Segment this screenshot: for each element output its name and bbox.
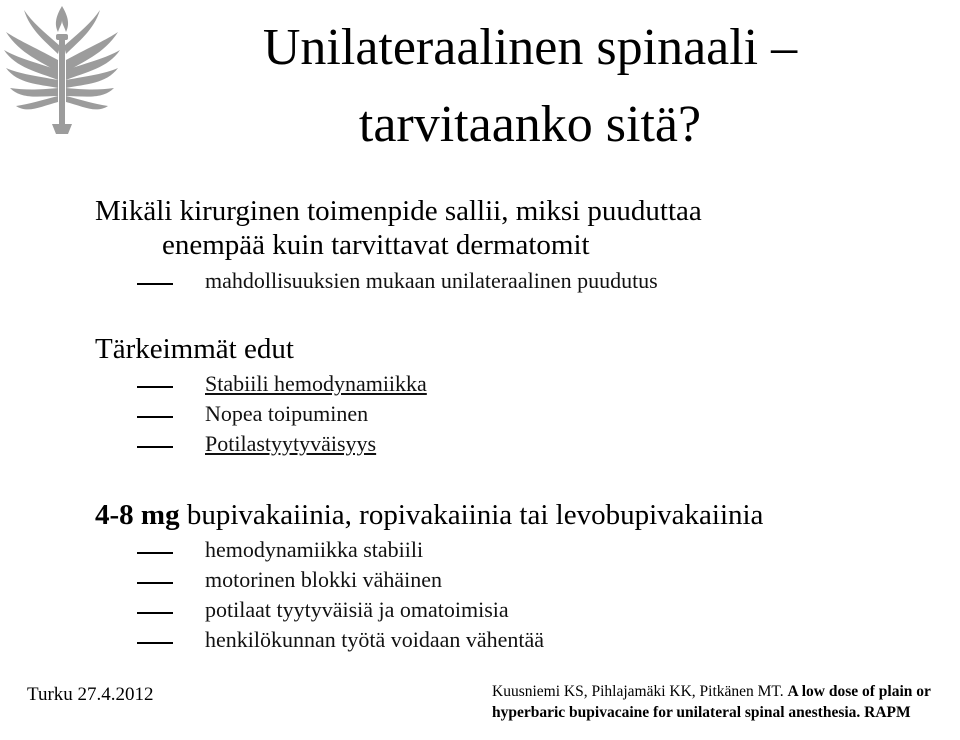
dash-bullet-icon bbox=[137, 446, 173, 448]
dash-bullet-icon bbox=[137, 612, 173, 614]
dash-bullet-icon bbox=[137, 416, 173, 418]
citation-authors: Kuusniemi KS, Pihlajamäki KK, Pitkänen MT. bbox=[492, 683, 788, 700]
section1-item-1: mahdollisuuksien mukaan unilateraalinen puudutus bbox=[205, 268, 658, 293]
section2-item-1-link[interactable]: Stabiili hemodynamiikka bbox=[205, 371, 427, 396]
citation-title: A low dose of plain or hyperbaric bupivacaine for unilateral spinal anesthesia. RAPM bbox=[492, 683, 931, 721]
section2-item-3-link[interactable]: Potilastyytyväisyys bbox=[205, 431, 377, 456]
slide-title-line-2: tarvitaanko sitä? bbox=[358, 96, 702, 153]
footer-citation bbox=[492, 681, 960, 723]
dash-bullet-icon bbox=[137, 386, 173, 388]
section2-heading: Tärkeimmät edut bbox=[95, 333, 294, 365]
section3-heading bbox=[95, 498, 763, 532]
dash-bullet-icon bbox=[137, 582, 173, 584]
section3-item-3: potilaat tyytyväisiä ja omatoimisia bbox=[205, 597, 509, 622]
dash-bullet-icon bbox=[137, 552, 173, 554]
footer-date-location: Turku 27.4.2012 bbox=[27, 684, 154, 705]
slide-title-line-1: Unilateraalinen spinaali – bbox=[262, 19, 798, 76]
section3-item-2: motorinen blokki vähäinen bbox=[205, 567, 443, 592]
section3-heading-rest: bupivakaiinia, ropivakaiinia tai levobupivakaiinia bbox=[179, 499, 764, 531]
section1-line2: enempää kuin tarvittavat dermatomit bbox=[162, 229, 590, 261]
section1-line1: Mikäli kirurginen toimenpide sallii, miksi puuduttaa bbox=[95, 195, 702, 227]
section2-item-2: Nopea toipuminen bbox=[205, 401, 369, 426]
dash-bullet-icon bbox=[137, 283, 173, 285]
university-logo-icon bbox=[2, 2, 122, 140]
dash-bullet-icon bbox=[137, 642, 173, 644]
section3-item-1: hemodynamiikka stabiili bbox=[205, 537, 424, 562]
section3-heading-dose: 4-8 mg bbox=[95, 499, 180, 531]
section3-item-4: henkilökunnan työtä voidaan vähentää bbox=[205, 627, 545, 652]
